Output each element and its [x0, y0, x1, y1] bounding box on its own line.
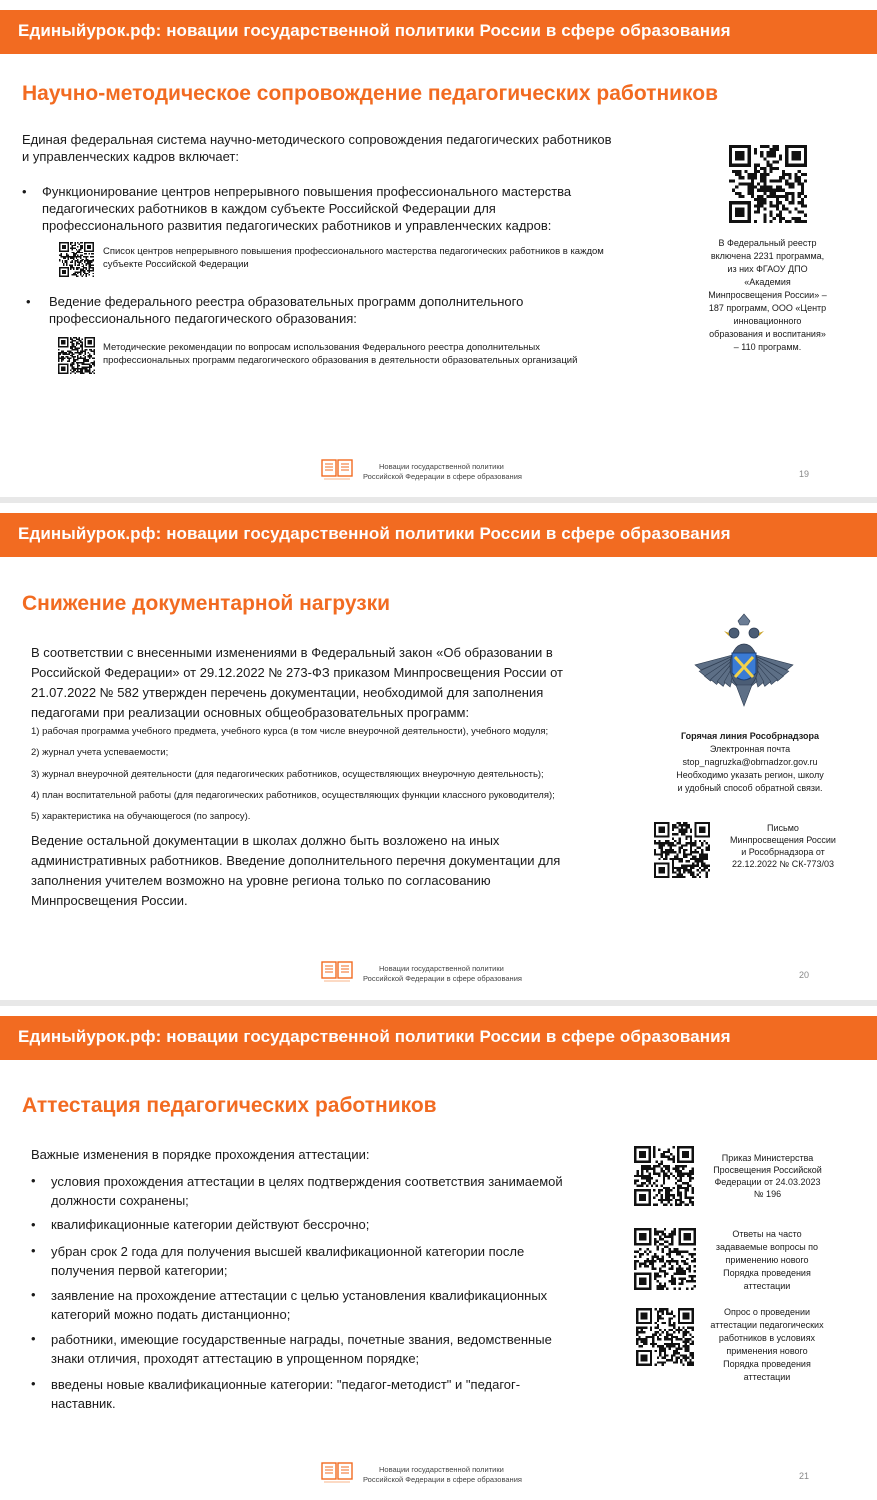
letter-caption: Письмо Минпросвещения России и Рособрнадзора от 22.12.2022 № СК-773/03: [730, 823, 836, 869]
slide-header: [0, 10, 877, 54]
intro-text: Единая федеральная система научно-методического сопровождения педагогических работников и управленческих кадров включает:: [22, 132, 612, 164]
bullet-dot: •: [31, 1217, 36, 1232]
paragraph: В соответствии с внесенными изменениями в Федеральный закон «Об образовании в Российской Федерации» от 29.12.2022 № 273-ФЗ приказом Минпросвещения России от 21.07.2022 № 582 утвержден перечень документации, необходимой для заполнения педагогами при реализации основных общеобразовательных программ:: [31, 645, 563, 720]
doc-list-item: 1) рабочая программа учебного предмета, учебного курса (в том числе внеурочной деятельности), учебного модуля;: [31, 726, 549, 737]
double-headed-eagle-emblem-icon: [680, 611, 808, 711]
qr-caption: Приказ Министерства Просвещения Российской Федерации от 24.03.2023 № 196: [713, 1153, 822, 1199]
bullet-dot: •: [31, 1376, 36, 1391]
header-title: Единыйурок.рф: новации государственной политики России в сфере образования: [18, 524, 731, 543]
doc-list-item: 3) журнал внеурочной деятельности (для педагогических работников, осуществляющих внеурочную деятельность);: [31, 769, 544, 780]
open-book-icon: [321, 1461, 353, 1485]
page-number: 19: [799, 469, 810, 479]
open-book-icon: [321, 960, 353, 984]
qr-code[interactable]: [58, 337, 95, 374]
bullet-text: Ведение федерального реестра образовательных программ дополнительного профессионального педагогического образования:: [49, 294, 524, 326]
bullet-text: квалификационные категории действуют бессрочно;: [51, 1217, 370, 1232]
page-number: 20: [799, 970, 810, 980]
qr-caption: Ответы на часто задаваемые вопросы по применению нового Порядка проведения аттестации: [715, 1229, 819, 1291]
intro-text: Важные изменения в порядке прохождения аттестации:: [31, 1147, 370, 1162]
doc-list-item: 5) характеристика на обучающегося (по запросу).: [31, 811, 251, 822]
bullet-dot: •: [26, 294, 31, 309]
bullet-dot: •: [22, 184, 27, 199]
open-book-icon: [321, 458, 353, 482]
bullet-dot: •: [31, 1243, 36, 1258]
slide-header: [0, 513, 877, 557]
slide-19: [0, 0, 877, 497]
slide-title: Аттестация педагогических работников: [22, 1094, 437, 1117]
paragraph: Ведение остальной документации в школах должно быть возложено на иных административных работников. Введение дополнительного перечня документации для заполнения учителем возможно на уровне региона только по согласованию Минпросвещения России.: [31, 833, 561, 908]
bullet-text: условия прохождения аттестации в целях подтверждения соответствия занимаемой должности сохранены;: [51, 1174, 563, 1208]
bullet-text: убран срок 2 года для получения высшей квалификационной категории после получения первой категории;: [51, 1244, 525, 1278]
page-number: 21: [799, 1471, 810, 1481]
hotline-info: Горячая линия Рособрнадзора Электронная почта stop_nagruzka@obrnadzor.gov.ru Необходимо указать регион, школу и удобный способ обратной связи.: [676, 731, 824, 793]
slide-title: Снижение документарной нагрузки: [22, 592, 391, 615]
slide-header: [0, 1016, 877, 1060]
qr-code[interactable]: [634, 1146, 694, 1206]
footer-text: Новации государственной политики Российской Федерации в сфере образования: [363, 964, 522, 983]
qr-caption: Опрос о проведении аттестации педагогических работников в условиях применения нового Порядка проведения аттестации: [710, 1307, 824, 1382]
bullet-text: введены новые квалификационные категории: "педагог-методист" и "педагог- наставник.: [51, 1377, 521, 1411]
registry-note: В Федеральный реестр включена 2231 программа, из них ФГАОУ ДПО «Академия Минпросвещения России» – 187 программ, ООО «Центр инновационного образования и воспитания» – 110 программ.: [708, 238, 827, 352]
doc-list-item: 4) план воспитательной работы (для педагогических работников, осуществляющих функции классного руководителя);: [31, 790, 555, 801]
qr-code[interactable]: [634, 1228, 696, 1290]
footer-text: Новации государственной политики Российской Федерации в сфере образования: [363, 1465, 522, 1484]
bullet-text: заявление на прохождение аттестации с целью установления квалификационных категорий можно подать дистанционно;: [51, 1288, 548, 1322]
qr-code[interactable]: [636, 1308, 694, 1366]
header-title: Единыйурок.рф: новации государственной политики России в сфере образования: [18, 1027, 731, 1046]
qr-caption: Методические рекомендации по вопросам использования Федерального реестра дополнительных профессиональных программ педагогического образования в деятельности образовательных организаций: [103, 342, 578, 366]
qr-code[interactable]: [59, 242, 94, 277]
qr-code[interactable]: [653, 822, 711, 878]
doc-list-item: 2) журнал учета успеваемости;: [31, 747, 169, 758]
footer-text: Новации государственной политики Российской Федерации в сфере образования: [363, 462, 522, 481]
bullet-text: работники, имеющие государственные награды, почетные звания, ведомственные знаки отличия, проходят аттестацию в упрощенном порядке;: [51, 1332, 552, 1366]
bullet-dot: •: [31, 1331, 36, 1346]
slide-20: [0, 503, 877, 1000]
slide-title: Научно-методическое сопровождение педагогических работников: [22, 82, 719, 105]
bullet-dot: •: [31, 1173, 36, 1188]
qr-code[interactable]: [728, 145, 808, 223]
qr-caption: Список центров непрерывного повышения профессионального мастерства педагогических работников в каждом субъекте Российской Федерации: [103, 246, 604, 270]
slide-21: [0, 1006, 877, 1500]
bullet-text: Функционирование центров непрерывного повышения профессионального мастерства педагогических работников в каждом субъекте Российской Федерации для профессионального развития педагогических работников и управленческих кадров:: [42, 184, 572, 233]
header-title: Единыйурок.рф: новации государственной политики России в сфере образования: [18, 21, 731, 40]
bullet-dot: •: [31, 1287, 36, 1302]
